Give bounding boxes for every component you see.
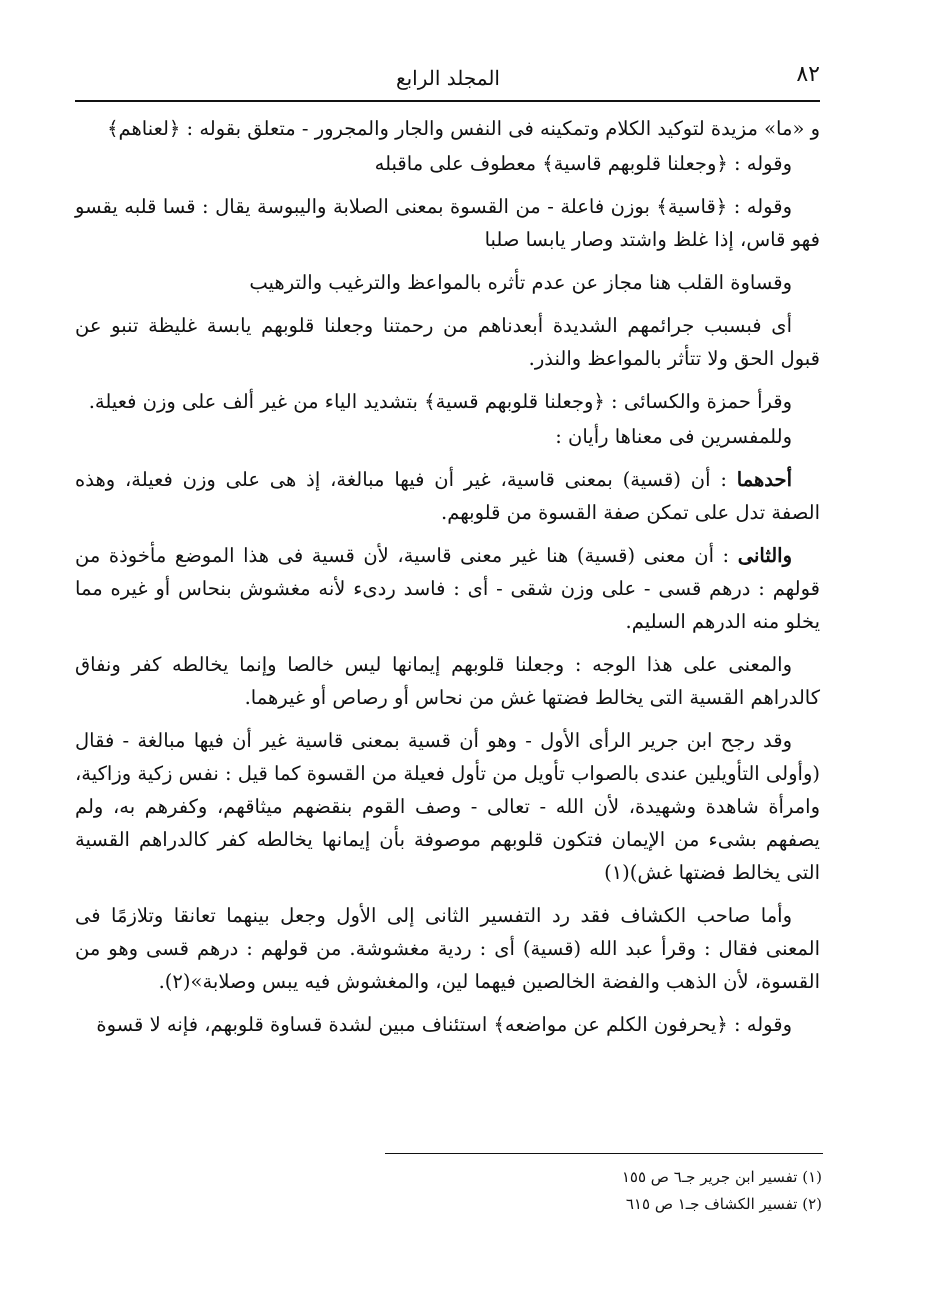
paragraph (75, 539, 820, 638)
paragraph: وقرأ حمزة والكسائى : ﴿وجعلنا قلوبهم قسية﴾ بتشديد الياء من غير ألف على وزن فعيلة. (88, 390, 792, 413)
lead-term: والثانى (737, 544, 792, 567)
paragraph: وأما صاحب الكشاف فقد رد التفسير الثانى إلى الأول وجعل بينهما تعانقا وتلازمًا فى المعنى فقال : وقرأ عبد الله (قسية) أى : ردية مغشوشة. من قولهم : درهم قسى وهو من القسوة، لأن الذهب والفضة الخالصين فيهما لين، والمغشوش فيه يبس وصلابة»(٢). (75, 904, 820, 993)
paragraph: والمعنى على هذا الوجه : وجعلنا قلوبهم إيمانها ليس خالصا وإنما يخالطه كفر ونفاق كالدراهم القسية التى يخالط فضتها غش من نحاس أو رصاص أو غيرهما. (75, 653, 820, 709)
paragraph-text: : أن (قسية) بمعنى قاسية، غير أن فيها مبالغة، إذ هى على وزن فعيلة، وهذه الصفة تدل على تمكن صفة القسوة من قلوبهم. (75, 468, 820, 524)
header-rule (75, 100, 820, 102)
paragraph-text: : أن معنى (قسية) هنا غير معنى قاسية، لأن قسية فى هذا الموضع مأخوذة من قولهم : درهم قسى - على وزن شقى - أى : فاسد ردىء لأنه مغشوش بنحاس أو غيره مما يخلو منه الدرهم السليم. (75, 544, 820, 633)
paragraph: وقوله : ﴿قاسية﴾ بوزن فاعلة - من القسوة بمعنى الصلابة واليبوسة يقال : قسا قلبه يقسو فهو قاس، إذا غلظ واشتد وصار يابسا صلبا (75, 195, 820, 251)
paragraph: وللمفسرين فى معناها رأيان : (555, 425, 792, 448)
page-body (75, 112, 820, 1051)
paragraph: وقوله : ﴿يحرفون الكلم عن مواضعه﴾ استئناف مبين لشدة قساوة قلوبهم، فإنه لا قسوة (96, 1013, 792, 1036)
footnotes (422, 1164, 822, 1218)
page-number: ٨٢ (796, 62, 820, 87)
footnote: (٢) تفسير الكشاف جـ١ ص ٦١٥ (625, 1195, 822, 1213)
paragraph: و «ما» مزيدة لتوكيد الكلام وتمكينه فى النفس والجار والمجرور - متعلق بقوله : ﴿لعناهم﴾ (107, 117, 820, 140)
paragraph: وقوله : ﴿وجعلنا قلوبهم قاسية﴾ معطوف على ماقبله (374, 152, 792, 175)
paragraph (75, 463, 820, 529)
paragraph: وقساوة القلب هنا مجاز عن عدم تأثره بالمواعظ والترغيب والترهيب (249, 271, 792, 294)
footnote: (١) تفسير ابن جرير جـ٦ ص ١٥٥ (621, 1168, 822, 1186)
page-header (75, 62, 820, 100)
running-title: المجلد الرابع (395, 66, 500, 90)
paragraph: أى فبسبب جرائمهم الشديدة أبعدناهم من رحمتنا وجعلنا قلوبهم يابسة غليظة تنبو عن قبول الحق ولا تتأثر بالمواعظ والنذر. (75, 314, 820, 370)
footnote-rule (385, 1153, 823, 1154)
lead-term: أحدهما (736, 468, 792, 491)
paragraph: وقد رجح ابن جرير الرأى الأول - وهو أن قسية بمعنى قاسية غير أن فيها مبالغة - فقال (وأولى التأويلين عندى بالصواب تأويل من تأول فعيلة من القسوة كما قيل : نفس زكية وزاكية، وامرأة شاهدة وشهيدة، لأن الله - تعالى - وصف القوم بنقضهم ميثاقهم، وكفرهم به، ولم يصفهم بشىء من الإيمان فتكون قلوبهم موصوفة بأن إيمانها يخالطه كفر كالدراهم القسية التى يخالط فضتها غش)(١) (75, 729, 820, 884)
